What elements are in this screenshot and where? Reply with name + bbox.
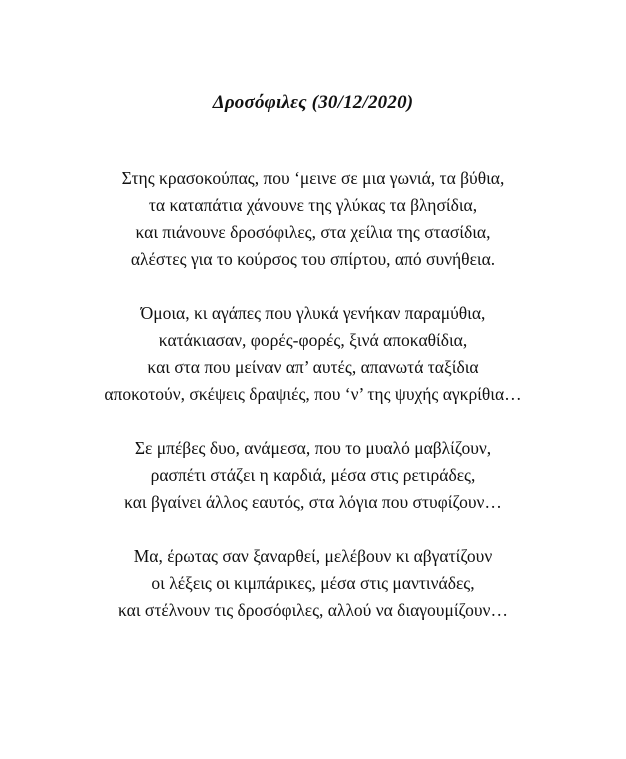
poem-line: Σε μπέβες δυο, ανάμεσα, που το μυαλό μαβλίζουν, — [134, 438, 492, 458]
stanza-2 — [0, 300, 626, 408]
poem-line: και βγαίνει άλλος εαυτός, στα λόγια που στυφίζουν… — [124, 492, 502, 512]
poem-line: αλέστες για το κούρσος του σπίρτου, από συνήθεια. — [130, 249, 496, 269]
poem-line: οι λέξεις οι κιμπάρικες, μέσα στις μαντινάδες, — [151, 573, 475, 593]
poem-line: Στης κρασοκούπας, που ‘μεινε σε μια γωνιά, τα βύθια, — [121, 168, 505, 188]
poem-line: αποκοτούν, σκέψεις δραψιές, που ‘ν’ της ψυχής αγκρίθια… — [104, 384, 522, 404]
poem-line: κατάκιασαν, φορές-φορές, ξινά αποκαθίδια, — [158, 330, 468, 350]
stanza-4 — [0, 543, 626, 624]
poem-line: και στέλνουν τις δροσόφιλες, αλλού να διαγουμίζουν… — [118, 600, 508, 620]
poem-line: Μα, έρωτας σαν ξαναρθεί, μελέβουν κι αβγατίζουν — [133, 546, 493, 566]
poem-line: και πιάνουνε δροσόφιλες, στα χείλια της στασίδια, — [135, 222, 491, 242]
poem-body — [0, 165, 626, 651]
poem-line: Όμοια, κι αγάπες που γλυκά γενήκαν παραμύθια, — [140, 303, 486, 323]
poem-title: Δροσόφιλες (30/12/2020) — [212, 92, 414, 113]
poem-line: τα καταπάτια χάνουνε της γλύκας τα βλησίδια, — [148, 195, 478, 215]
poem-line: και στα που μείναν απ’ αυτές, απανωτά ταξίδια — [147, 357, 479, 377]
stanza-1 — [0, 165, 626, 273]
poem-line: ρασπέτι στάζει η καρδιά, μέσα στις ρετιράδες, — [150, 465, 476, 485]
stanza-3 — [0, 435, 626, 516]
